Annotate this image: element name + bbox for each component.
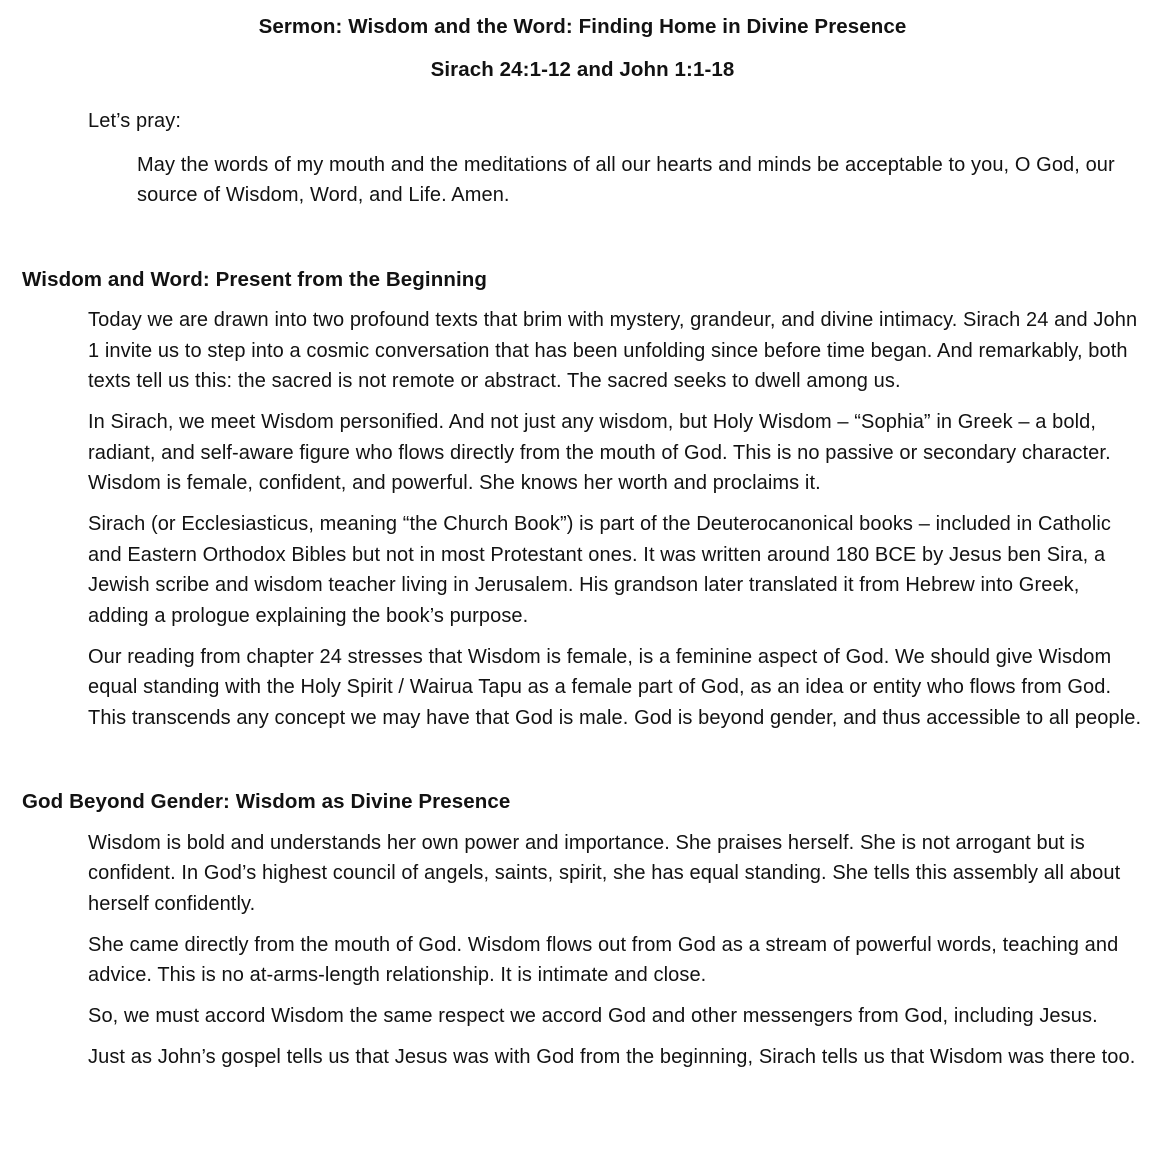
document-subtitle: Sirach 24:1-12 and John 1:1-18 <box>430 58 735 81</box>
section-heading-god-beyond-gender: God Beyond Gender: Wisdom as Divine Presence <box>22 790 511 813</box>
section-heading-wisdom-and-word: Wisdom and Word: Present from the Beginning <box>22 267 487 291</box>
paragraph: In Sirach, we meet Wisdom personified. And not just any wisdom, but Holy Wisdom – “Sophia” in Greek – a bold, radiant, and self-aware figure who flows directly from the mouth of God. This is no passive or secondary character. Wisdom is female, confident, and powerful. She knows her worth and proclaims it. <box>88 411 1111 494</box>
prayer-paragraph: May the words of my mouth and the meditations of all our hearts and minds be acceptable to you, O God, our source of Wisdom, Word, and Life. Amen. <box>137 153 1115 206</box>
paragraph: So, we must accord Wisdom the same respect we accord God and other messengers from God, including Jesus. <box>88 1005 1098 1027</box>
paragraph: Wisdom is bold and understands her own power and importance. She praises herself. She is not arrogant but is confident. In God’s highest council of angels, saints, spirit, she has equal standing. She tells this assembly all about herself confidently. <box>88 831 1121 915</box>
lets-pray-line: Let’s pray: <box>88 110 182 132</box>
paragraph: Sirach (or Ecclesiasticus, meaning “the Church Book”) is part of the Deuterocanonical books – included in Catholic and Eastern Orthodox Bibles but not in most Protestant ones. It was written around 180 BCE by Jesus ben Sira, a Jewish scribe and wisdom teacher living in Jerusalem. His grandson later translated it from Hebrew into Greek, adding a prologue explaining the book’s purpose. <box>88 513 1112 627</box>
paragraph: Today we are drawn into two profound texts that brim with mystery, grandeur, and divine intimacy. Sirach 24 and John 1 invite us to step into a cosmic conversation that has been unfolding since before time began. And remarkably, both texts tell us this: the sacred is not remote or abstract. The sacred seeks to dwell among us. <box>88 309 1138 392</box>
paragraph: She came directly from the mouth of God. Wisdom flows out from God as a stream of powerful words, teaching and advice. This is no at-arms-length relationship. It is intimate and close. <box>88 933 1119 986</box>
paragraph: Our reading from chapter 24 stresses that Wisdom is female, is a feminine aspect of God. We should give Wisdom equal standing with the Holy Spirit / Wairua Tapu as a female part of God, as an idea or entity who flows from God. This transcends any concept we may have that God is male. God is beyond gender, and thus accessible to all people. <box>88 645 1142 729</box>
paragraph: Just as John’s gospel tells us that Jesus was with God from the beginning, Sirach tells us that Wisdom was there too. <box>88 1046 1136 1068</box>
document-title: Sermon: Wisdom and the Word: Finding Home in Divine Presence <box>258 15 907 38</box>
